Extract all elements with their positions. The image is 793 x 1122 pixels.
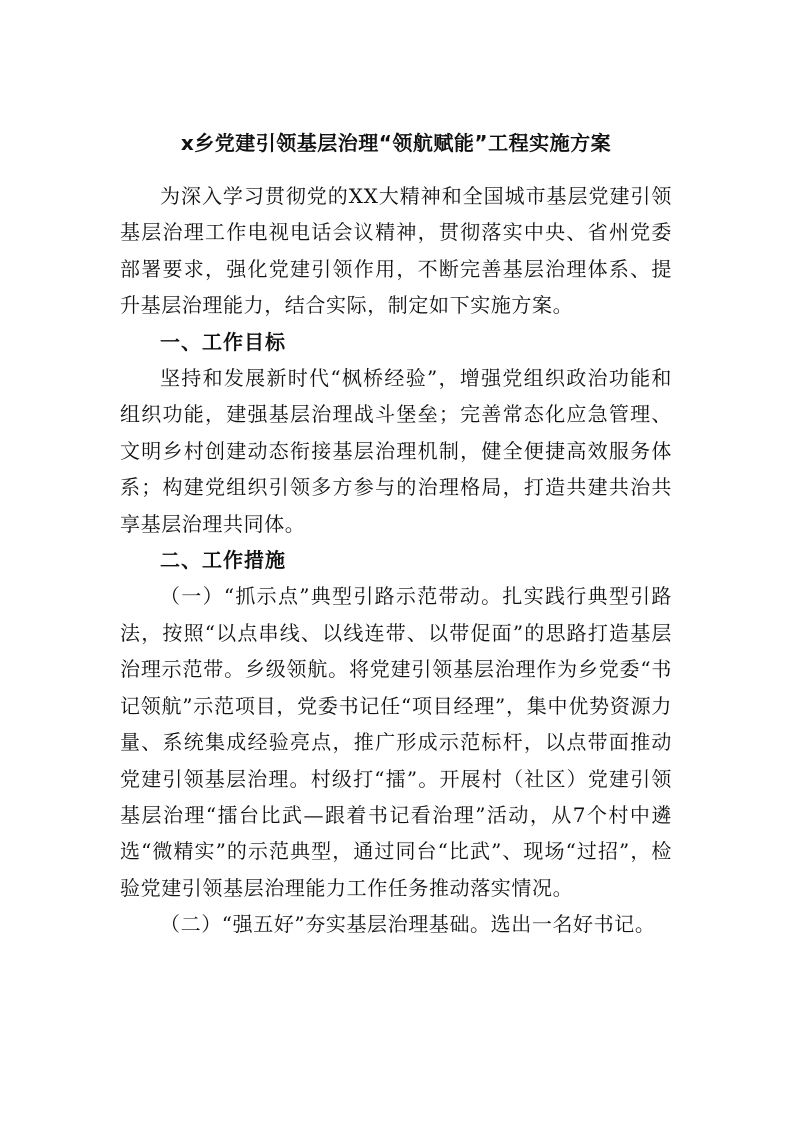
section-heading-goals: 一、工作目标 (160, 329, 286, 354)
intro-paragraph: 为深入学习贯彻党的XX大精神和全国城市基层党建引领基层治理工作电视电话会议精神，贯彻落实中央、省州党委部署要求，强化党建引领作用，不断完善基层治理体系、提升基层治理能力，结合实际，制定如下实施方案。 (120, 184, 672, 318)
measure-item-1-paragraph: （一）“抓示点”典型引路示范带动。扎实践行典型引路法，按照“以点串线、以线连带、以带促面”的思路打造基层治理示范带。乡级领航。将党建引领基层治理作为乡党委“书记领航”示范项目，党委书记任“项目经理”，集中优势资源力量、系统集成经验亮点，推广形成示范标杆，以点带面推动党建引领基层治理。村级打“擂”。开展村（社区）党建引领基层治理“擂台比武—跟着书记看治理”活动，从7个村中遴选“微精实”的示范典型，通过同台“比武”、现场“过招”，检验党建引领基层治理能力工作任务推动落实情况。 (120, 584, 672, 900)
document-page (120, 128, 672, 943)
document-title: x乡党建引领基层治理“领航赋能”工程实施方案 (180, 131, 612, 155)
section-heading-measures: 二、工作措施 (160, 548, 286, 573)
goals-paragraph: 坚持和发展新时代“枫桥经验”，增强党组织政治功能和组织功能，建强基层治理战斗堡垒；完善常态化应急管理、文明乡村创建动态衔接基层治理机制，健全便捷高效服务体系；构建党组织引领多方参与的治理格局，打造共建共治共享基层治理共同体。 (120, 366, 672, 536)
measure-item-2-paragraph: （二）“强五好”夯实基层治理基础。选出一名好书记。 (160, 912, 656, 937)
